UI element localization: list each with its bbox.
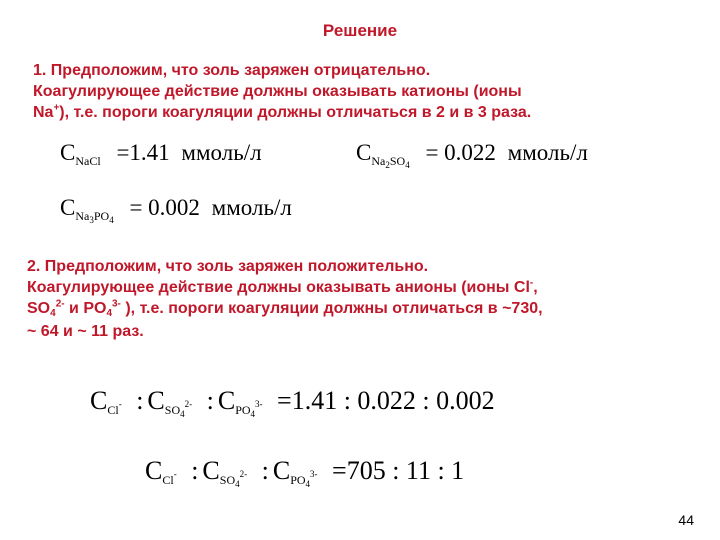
paragraph2-line4: ~ 64 и ~ 11 раз. — [27, 323, 144, 340]
ratio-formula-thresholds: $C_{Cl^-}$ : $C_{SO_4^{2-}}$ : $C_{PO_4^{3-}} =1.41$ : 0.022 : 0.002 — [90, 386, 495, 419]
page-number: 44 — [678, 512, 694, 528]
paragraph1-line3: Na+), т.е. пороги коагуляции должны отличаться в 2 и в 3 раза. — [33, 102, 532, 121]
paragraph2-line1: 2. Предположим, что золь заряжен положительно. — [27, 258, 429, 275]
formula-na2so4: $C_{Na_2SO_4} = 0.022$ ммоль/л — [356, 140, 588, 170]
formula-nacl: $C_{NaCl} =1.41$ ммоль/л — [60, 140, 262, 168]
slide-title: Решение — [322, 21, 398, 40]
paragraph-positive-sol — [27, 256, 707, 342]
ratio-formula-inverse: $C_{Cl^-}$ : $C_{SO_4^{2-}}$ : $C_{PO_4^{3-}} =705$ : 11 : 1 — [145, 456, 465, 489]
paragraph1-line2: Коагулирующее действие должны оказывать катионы (ионы — [33, 83, 522, 100]
paragraph1-line1: 1. Предположим, что золь заряжен отрицательно. — [33, 62, 431, 79]
paragraph2-line3: $SO_4^{2-}$ и $PO_4^{3-}$ ), т.е. пороги коагуляции должны отличаться в ~730, — [27, 298, 543, 319]
paragraph2-line2: Коагулирующее действие должны оказывать анионы (ионы Cl-, — [27, 277, 538, 296]
paragraph-negative-sol — [33, 60, 693, 123]
formula-na3po4: $C_{Na_3PO_4} = 0.002$ ммоль/л — [60, 195, 292, 225]
